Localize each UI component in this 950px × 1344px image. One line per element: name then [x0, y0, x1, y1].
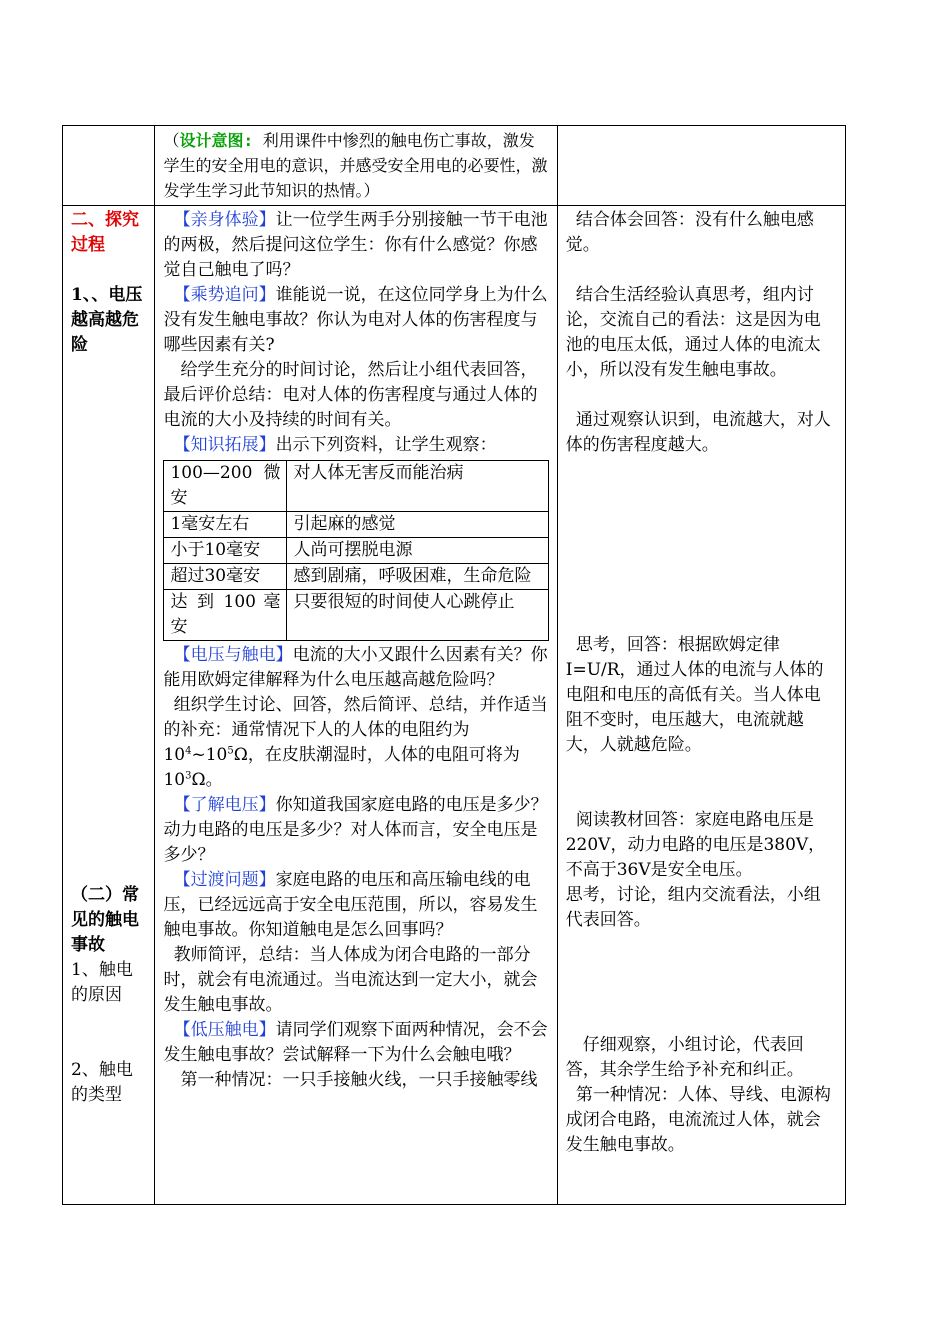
paragraph-low-voltage: [163, 1018, 548, 1068]
design-intent-text: 利用课件中惨烈的触电伤亡事故，激发学生的安全用电的意识，并感受安全用电的必要性，激发学生学习此节知识的热情。）: [163, 131, 548, 200]
table-row: [164, 512, 548, 538]
paragraph-resistance: [163, 693, 548, 793]
table-row: [164, 461, 548, 512]
section-title: 二、探究过程: [71, 210, 139, 255]
text-followup: 谁能说一说，在这位同学身上为什么没有发生触电事故？你认为电对人体的伤害程度与哪些因素有关?: [163, 285, 548, 355]
current-cell: 1毫安左右: [164, 512, 287, 538]
section-sub2: （二）常见的触电事故: [71, 885, 139, 955]
answer-7: 仔细观察，小组讨论，代表回答，其余学生给予补充和纠正。: [565, 1035, 804, 1080]
text-transition: 家庭电路的电压和高压输电线的电压，已经远远高于安全电压范围，所以，容易发生触电事故。你知道触电是怎么回事吗？: [163, 870, 538, 940]
sup-3: 3: [185, 770, 192, 782]
row1-col3: [557, 126, 845, 206]
teacher-activity-column: [155, 206, 557, 1205]
tag-followup: 【乘势追问】: [173, 285, 276, 305]
current-effects-table: [163, 460, 548, 641]
paragraph-experience: [163, 208, 548, 283]
paragraph-transition: [163, 868, 548, 943]
text-voltage-shock: 电流的大小又跟什么因素有关？你能用欧姆定律解释为什么电压越高越危险吗？: [163, 645, 548, 690]
design-open-paren: （: [163, 131, 180, 150]
section-column: [63, 206, 155, 1205]
lesson-plan-table: [62, 125, 846, 1205]
tag-know-voltage: 【了解电压】: [173, 795, 276, 815]
effect-cell: 人尚可摆脱电源: [287, 538, 548, 564]
sup-5: 5: [227, 745, 234, 757]
answer-4: 思考，回答：根据欧姆定律I=U/R，通过人体的电流与人体的电阻和电压的高低有关。当人体电阻不变时，电压越大，电流就越大，人就越危险。: [565, 635, 824, 755]
effect-cell: 只要很短的时间使人心跳停止: [287, 590, 548, 641]
answer-2: 结合生活经验认真思考，组内讨论，交流自己的看法：这是因为电池的电压太低，通过人体的电流太小，所以没有发生触电事故。: [565, 285, 821, 380]
paragraph-discussion: 给学生充分的时间讨论，然后让小组代表回答，最后评价总结：电对人体的伤害程度与通过人体的电流的大小及持续的时间有关。: [163, 360, 538, 430]
table-row: [164, 564, 548, 590]
resistance-text-c: Ω，在皮肤潮湿时，人体的电阻可将为10: [163, 745, 520, 790]
resistance-text-d: Ω。: [191, 770, 223, 790]
current-cell: 超过30毫安: [164, 564, 287, 590]
paragraph-knowledge: [163, 433, 548, 458]
answer-6: 思考，讨论，组内交流看法，小组代表回答。: [565, 885, 821, 930]
tag-voltage-shock: 【电压与触电】: [173, 645, 293, 665]
text-experience: 让一位学生两手分别接触一节干电池的两极，然后提问这位学生：你有什么感觉？你感觉自己触电了吗？: [163, 210, 548, 280]
paragraph-followup: [163, 283, 548, 358]
paragraph-case-one: 第一种情况：一只手接触火线，一只手接触零线: [180, 1070, 538, 1090]
answer-1: 结合体会回答：没有什么触电感觉。: [565, 210, 814, 255]
section-sub2-2: 2、触电的类型: [71, 1060, 133, 1105]
design-intent-cell: [155, 126, 557, 206]
paragraph-voltage-shock: [163, 643, 548, 693]
paragraph-know-voltage: [163, 793, 548, 868]
row1-col1: [63, 126, 155, 206]
resistance-text-a: 组织学生讨论、回答，然后简评、总结，并作适当的补充：通常情况下人的人体的电阻约为10: [163, 695, 548, 765]
tag-low-voltage: 【低压触电】: [173, 1020, 276, 1040]
current-cell: 100—200 微安: [164, 461, 287, 512]
text-low-voltage: 请同学们观察下面两种情况，会不会发生触电事故？尝试解释一下为什么会触电哦？: [163, 1020, 548, 1065]
current-cell: 达 到 100 毫安: [164, 590, 287, 641]
answer-3: 通过观察认识到，电流越大，对人体的伤害程度越大。: [565, 410, 831, 455]
table-row: [164, 538, 548, 564]
tag-experience: 【亲身体验】: [173, 210, 276, 230]
tag-knowledge: 【知识拓展】: [173, 435, 276, 455]
effect-cell: 对人体无害反而能治病: [287, 461, 548, 512]
design-intent-row: [63, 126, 846, 206]
tag-transition: 【过渡问题】: [173, 870, 276, 890]
paragraph-summary: 教师简评，总结：当人体成为闭合电路的一部分时，就会有电流通过。当电流达到一定大小，就会发生触电事故。: [163, 945, 538, 1015]
sup-4: 4: [185, 745, 192, 757]
text-know-voltage: 你知道我国家庭电路的电压是多少？动力电路的电压是多少？对人体而言，安全电压是多少？: [163, 795, 548, 865]
answer-8: 第一种情况：人体、导线、电源构成闭合电路，电流流过人体，就会发生触电事故。: [565, 1085, 831, 1155]
table-row: [164, 590, 548, 641]
resistance-text-b: ~10: [191, 745, 228, 765]
section-sub2-1: 1、触电的原因: [71, 960, 133, 1005]
effect-cell: 感到剧痛，呼吸困难，生命危险: [287, 564, 548, 590]
section-sub1: 1、、电压越高越危险: [71, 285, 143, 355]
inquiry-row: [63, 206, 846, 1205]
effect-cell: 引起麻的感觉: [287, 512, 548, 538]
current-cell: 小于10毫安: [164, 538, 287, 564]
text-knowledge: 出示下列资料，让学生观察：: [275, 435, 497, 455]
student-activity-column: [557, 206, 845, 1205]
answer-5: 阅读教材回答：家庭电路电压是220V，动力电路的电压是380V，不高于36V是安全电压。: [565, 810, 826, 880]
design-intent-label: 设计意图:: [179, 131, 254, 150]
